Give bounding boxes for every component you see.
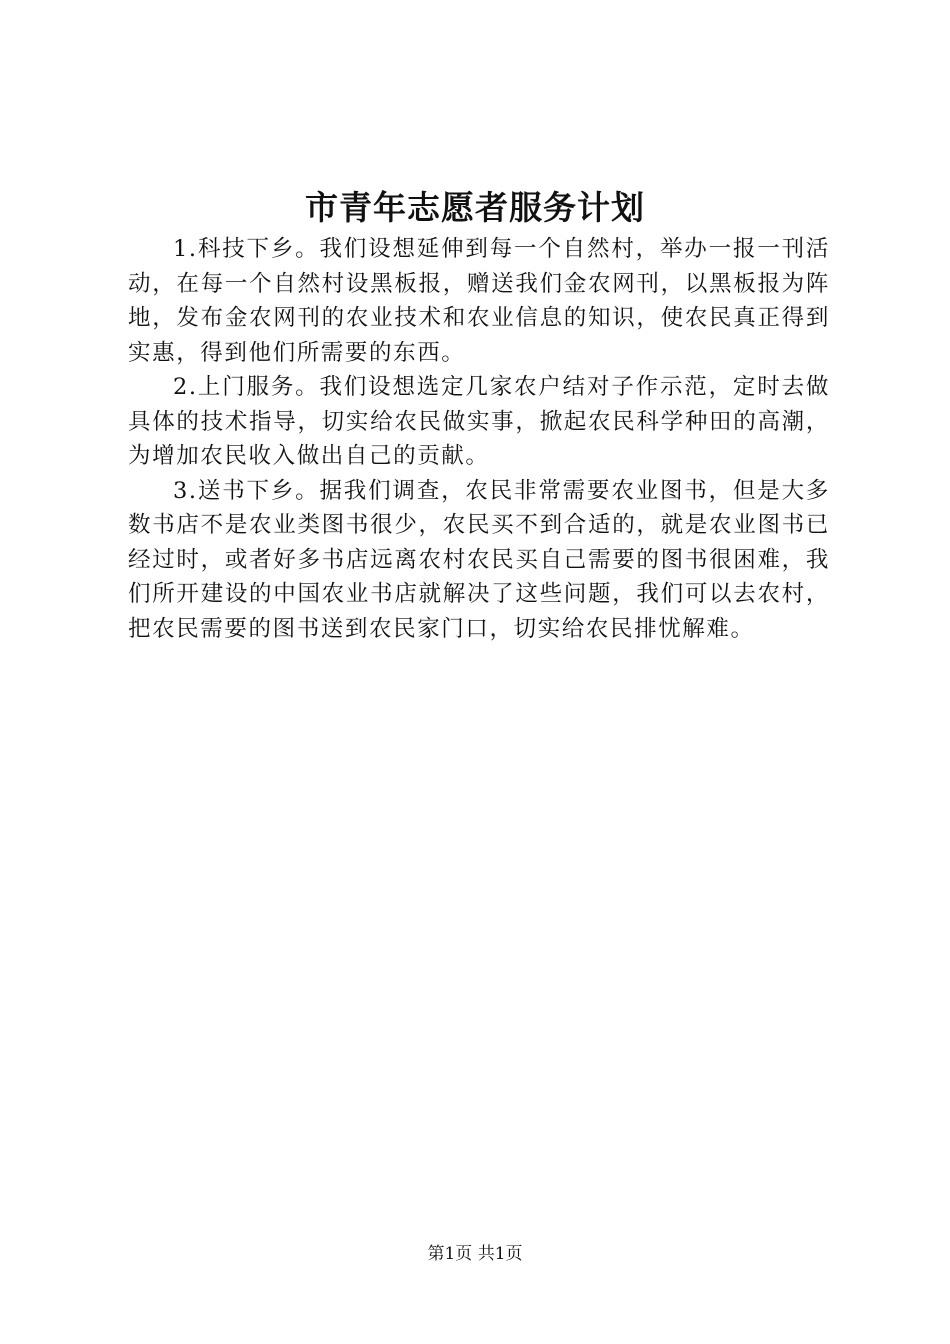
document-title: 市青年志愿者服务计划: [305, 188, 645, 227]
document-body: [128, 232, 830, 646]
paragraph-2: 2.上门服务。我们设想选定几家农户结对子作示范，定时去做具体的技术指导，切实给农民做实事，掀起农民科学种田的高潮，为增加农民收入做出自己的贡献。: [128, 374, 830, 469]
paragraph-3: 3.送书下乡。据我们调查，农民非常需要农业图书，但是大多数书店不是农业类图书很少，农民买不到合适的，就是农业图书已经过时，或者好多书店远离农村农民买自己需要的图书很困难，我们所开建设的中国农业书店就解决了这些问题，我们可以去农村，把农民需要的图书送到农民家门口，切实给农民排忧解难。: [128, 477, 830, 642]
page-footer: 第1页 共1页: [427, 1244, 523, 1264]
paragraph-1: 1.科技下乡。我们设想延伸到每一个自然村，举办一报一刊活动，在每一个自然村设黑板报，赠送我们金农网刊，以黑板报为阵地，发布金农网刊的农业技术和农业信息的知识，使农民真正得到实惠，得到他们所需要的东西。: [128, 236, 830, 366]
